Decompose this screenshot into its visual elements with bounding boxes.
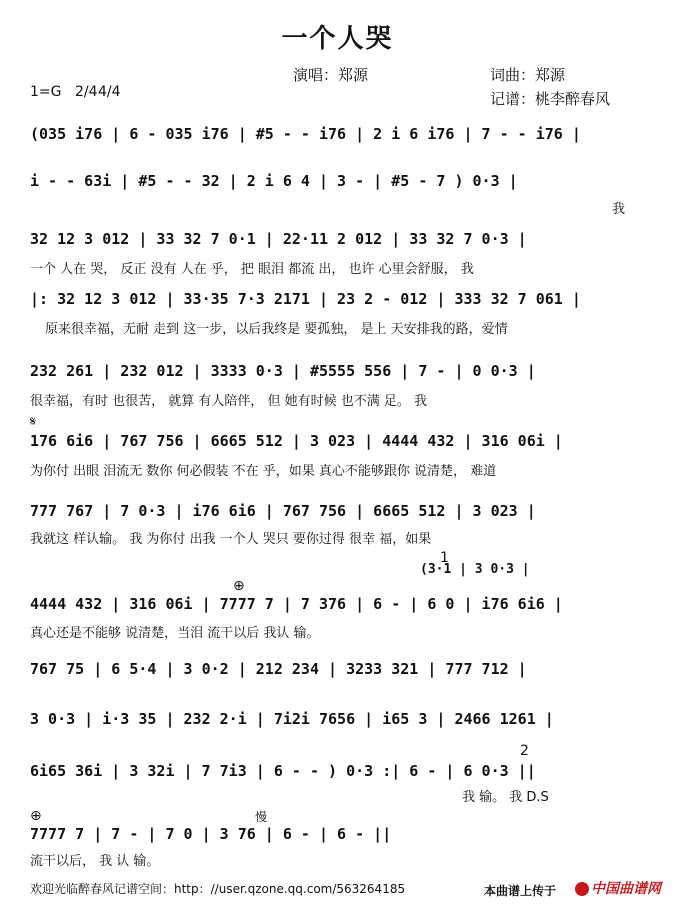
score-line-13: 7777 7 | 7 - | 7 0 | 3 76 | 6 - | 6 - || <box>30 825 392 843</box>
site-logo <box>575 878 661 898</box>
score-line-4: |: 32 12 3 012 | 33·35 7·3 2171 | 23 2 - 012 | 333 32 7 061 | <box>30 290 581 308</box>
footer-upload-text: 本曲谱上传于 <box>484 884 557 898</box>
coda-sign-2: ⊕ <box>30 808 42 824</box>
coda-sign: ⊕ <box>233 578 245 594</box>
transcriber-credit: 记谱：桃李醉春风 <box>490 90 611 108</box>
score-line-1: (035 i76 | 6 - 035 i76 | #5 - - i76 | 2 i 6 i76 | 7 - - i76 | <box>30 125 581 143</box>
lyric-line-9: 真心还是不能够 说清楚，当泪 流干以后 我认 输。 <box>30 626 320 641</box>
lyric-line-3: 一个 人在 哭， 反正 没有 人在 乎， 把 眼泪 都流 出， 也许 心里会舒服， 我 <box>30 262 474 277</box>
time-signature-2: 4/4 <box>98 84 121 100</box>
song-title: 一个人哭 <box>281 24 394 54</box>
score-line-8: (3·1 | 3 0·3 | <box>420 562 530 577</box>
lyric-line-12: 我 输。 我 D.S <box>462 790 549 805</box>
lyric-line-4: 原来很幸福，无耐 走到 这一步，以后我终是 要孤独， 是上 天安排我的路，爱情 <box>45 322 508 337</box>
footer-link-text: 欢迎光临醉春风记谱空间：http：//user.qzone.qq.com/563264185 <box>30 882 406 896</box>
score-line-5: 232 261 | 232 012 | 3333 0·3 | #5555 556 | 7 - | 0 0·3 | <box>30 362 536 380</box>
score-line-6: 176 6i6 | 767 756 | 6665 512 | 3 023 | 4444 432 | 316 06i | <box>30 432 563 450</box>
tempo-slow-mark: 慢 <box>255 810 268 824</box>
composer-credit: 词曲：郑源 <box>490 66 566 84</box>
key-signature: 1=G <box>30 84 62 100</box>
first-ending-number: 1 <box>440 550 449 566</box>
lyric-line-5: 很幸福，有时 也很苦， 就算 有人陪伴， 但 她有时候 也不满 足。 我 <box>30 394 428 409</box>
score-line-9: 4444 432 | 316 06i | 7777 7 | 7 376 | 6 - | 6 0 | i76 6i6 | <box>30 595 563 613</box>
score-line-11: 3 0·3 | i·3 35 | 232 2·i | 7i2i 7656 | i65 3 | 2466 1261 | <box>30 710 554 728</box>
lyric-line-13: 流干以后， 我 认 输。 <box>30 854 160 869</box>
time-signature-1: 2/4 <box>75 84 98 100</box>
score-line-7: 777 767 | 7 0·3 | i76 6i6 | 767 756 | 6665 512 | 3 023 | <box>30 502 536 520</box>
lyric-line-2: 我 <box>612 202 626 217</box>
segno-sign: 𝄋 <box>30 414 37 430</box>
site-logo-text: 中国曲谱网 <box>591 881 661 897</box>
lyric-line-7: 我就这 样认输。 我 为你付 出我 一个人 哭只 要你过得 很幸 福，如果 <box>30 532 432 547</box>
score-line-2: i - - 63i | #5 - - 32 | 2 i 6 4 | 3 - | #5 - 7 ) 0·3 | <box>30 172 518 190</box>
logo-mark-icon <box>575 882 589 896</box>
lyric-line-6: 为你付 出眼 泪流无 数你 何必假装 不在 乎，如果 真心不能够跟你 说清楚， 难道 <box>30 464 497 479</box>
score-line-10: 767 75 | 6 5·4 | 3 0·2 | 212 234 | 3233 321 | 777 712 | <box>30 660 527 678</box>
score-line-3: 32 12 3 012 | 33 32 7 0·1 | 22·11 2 012 | 33 32 7 0·3 | <box>30 230 527 248</box>
singer-credit: 演唱：郑源 <box>293 66 369 84</box>
score-line-12: 6i65 36i | 3 32i | 7 7i3 | 6 - - ) 0·3 :| 6 - | 6 0·3 || <box>30 762 536 780</box>
second-ending-number: 2 <box>520 743 529 759</box>
